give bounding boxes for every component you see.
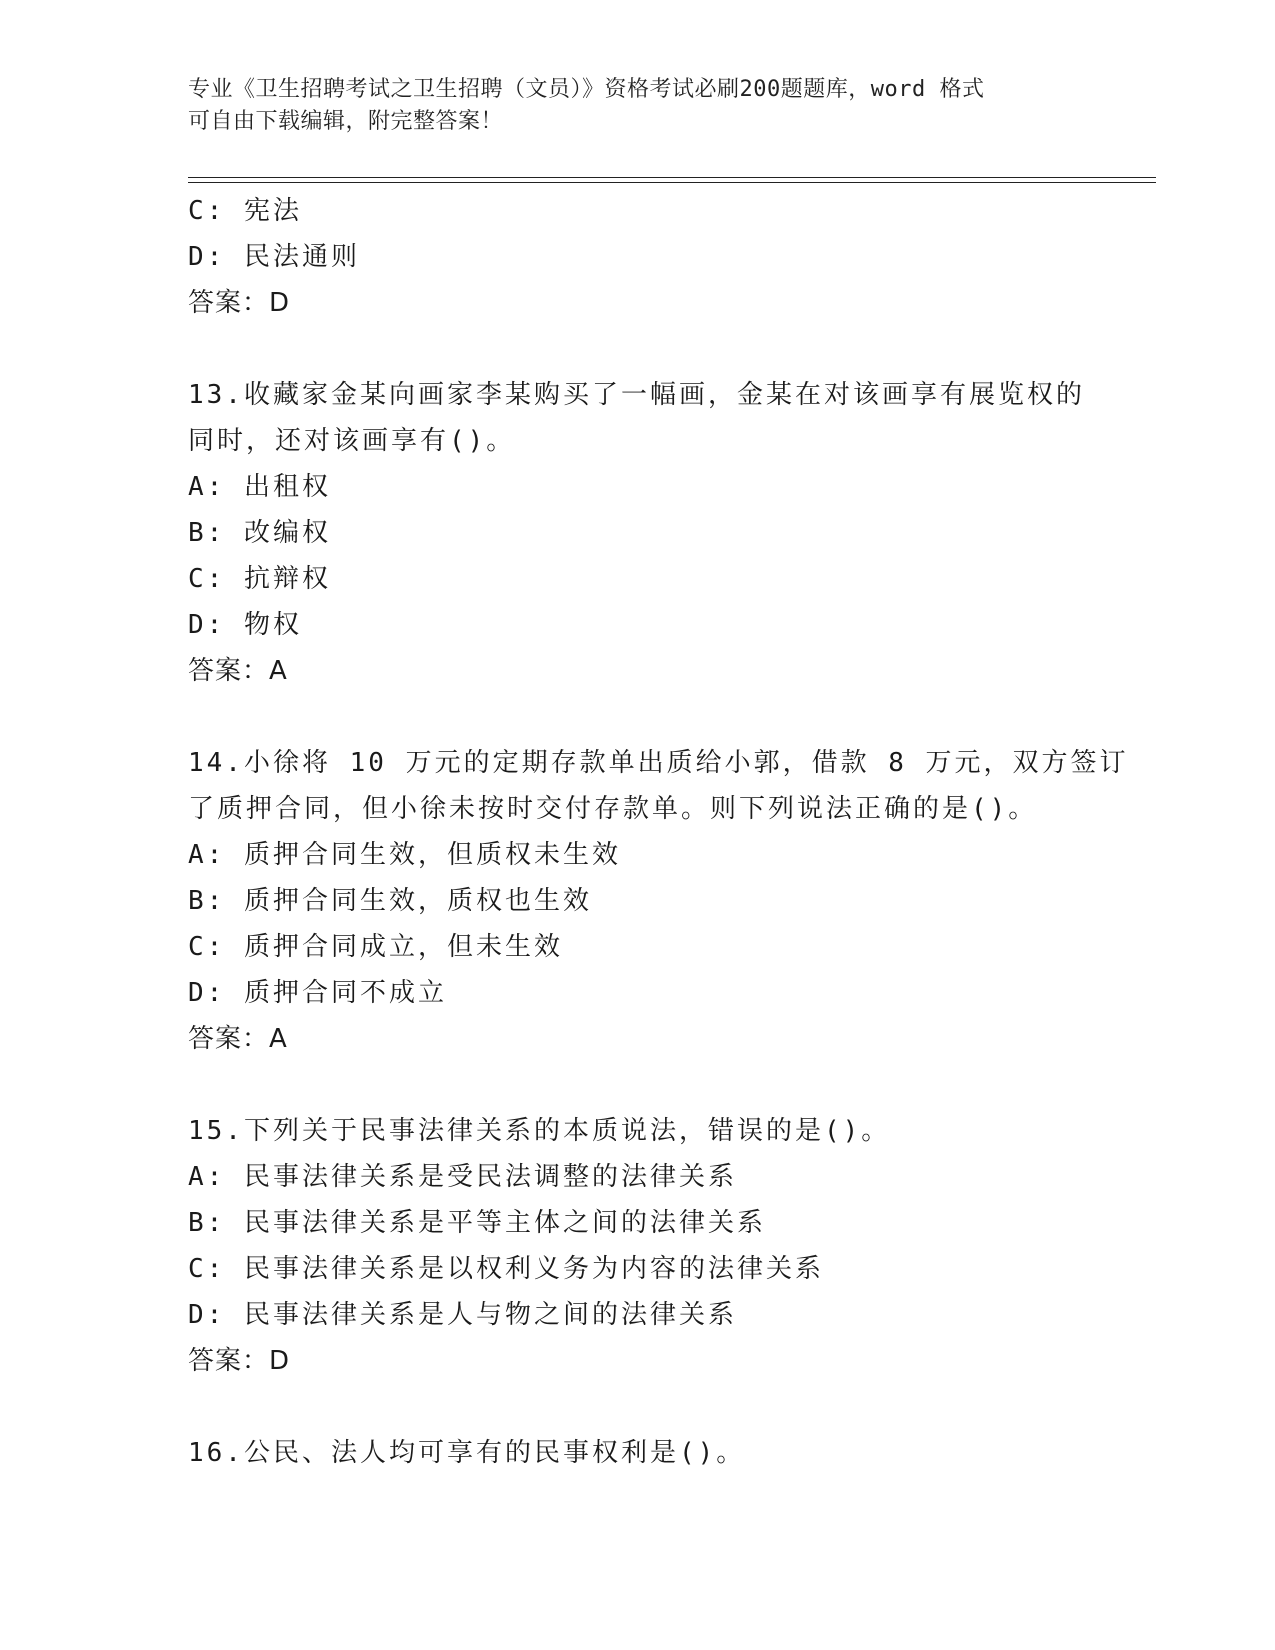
option-a: A: 民事法律关系是受民法调整的法律关系 — [188, 1162, 737, 1192]
question-stem-line: 了质押合同，但小徐未按时交付存款单。则下列说法正确的是()。 — [188, 794, 1038, 824]
spacer — [188, 1384, 1148, 1430]
option-c: C: 质押合同成立，但未生效 — [188, 932, 563, 962]
answer-line: 答案：D — [188, 288, 291, 318]
option-b: B: 民事法律关系是平等主体之间的法律关系 — [188, 1208, 766, 1238]
option-c: C: 抗辩权 — [188, 564, 331, 594]
option-c: C: 民事法律关系是以权利义务为内容的法律关系 — [188, 1254, 824, 1284]
question-12-continued — [188, 188, 1148, 326]
option-b: B: 改编权 — [188, 518, 331, 548]
question-stem-line: 13.收藏家金某向画家李某购买了一幅画，金某在对该画享有展览权的 — [188, 380, 1085, 410]
header-rule-top — [188, 177, 1156, 178]
option-a: A: 出租权 — [188, 472, 331, 502]
option-b: B: 质押合同生效，质权也生效 — [188, 886, 592, 916]
option-a: A: 质押合同生效，但质权未生效 — [188, 840, 621, 870]
spacer — [188, 326, 1148, 372]
option-d: D: 质押合同不成立 — [188, 978, 447, 1008]
question-list — [188, 188, 1148, 1476]
question-stem-line: 16.公民、法人均可享有的民事权利是()。 — [188, 1438, 746, 1468]
option-d: D: 物权 — [188, 610, 302, 640]
page-header — [188, 74, 1088, 138]
answer-line: 答案：A — [188, 656, 288, 686]
question-14 — [188, 740, 1148, 1062]
header-rule-bottom — [188, 182, 1156, 183]
question-stem-line: 同时，还对该画享有()。 — [188, 426, 516, 456]
answer-line: 答案：D — [188, 1346, 291, 1376]
question-16 — [188, 1430, 1148, 1476]
header-line-1: 专业《卫生招聘考试之卫生招聘（文员）》资格考试必刷200题题库，word 格式 — [188, 77, 985, 102]
question-15 — [188, 1108, 1148, 1384]
option-c: C: 宪法 — [188, 196, 302, 226]
header-line-2: 可自由下载编辑，附完整答案！ — [188, 109, 504, 134]
question-stem-line: 14.小徐将 10 万元的定期存款单出质给小郭，借款 8 万元，双方签订 — [188, 748, 1129, 778]
answer-line: 答案：A — [188, 1024, 288, 1054]
option-d: D: 民事法律关系是人与物之间的法律关系 — [188, 1300, 737, 1330]
option-d: D: 民法通则 — [188, 242, 360, 272]
question-13 — [188, 372, 1148, 694]
question-stem-line: 15.下列关于民事法律关系的本质说法，错误的是()。 — [188, 1116, 891, 1146]
spacer — [188, 694, 1148, 740]
spacer — [188, 1062, 1148, 1108]
